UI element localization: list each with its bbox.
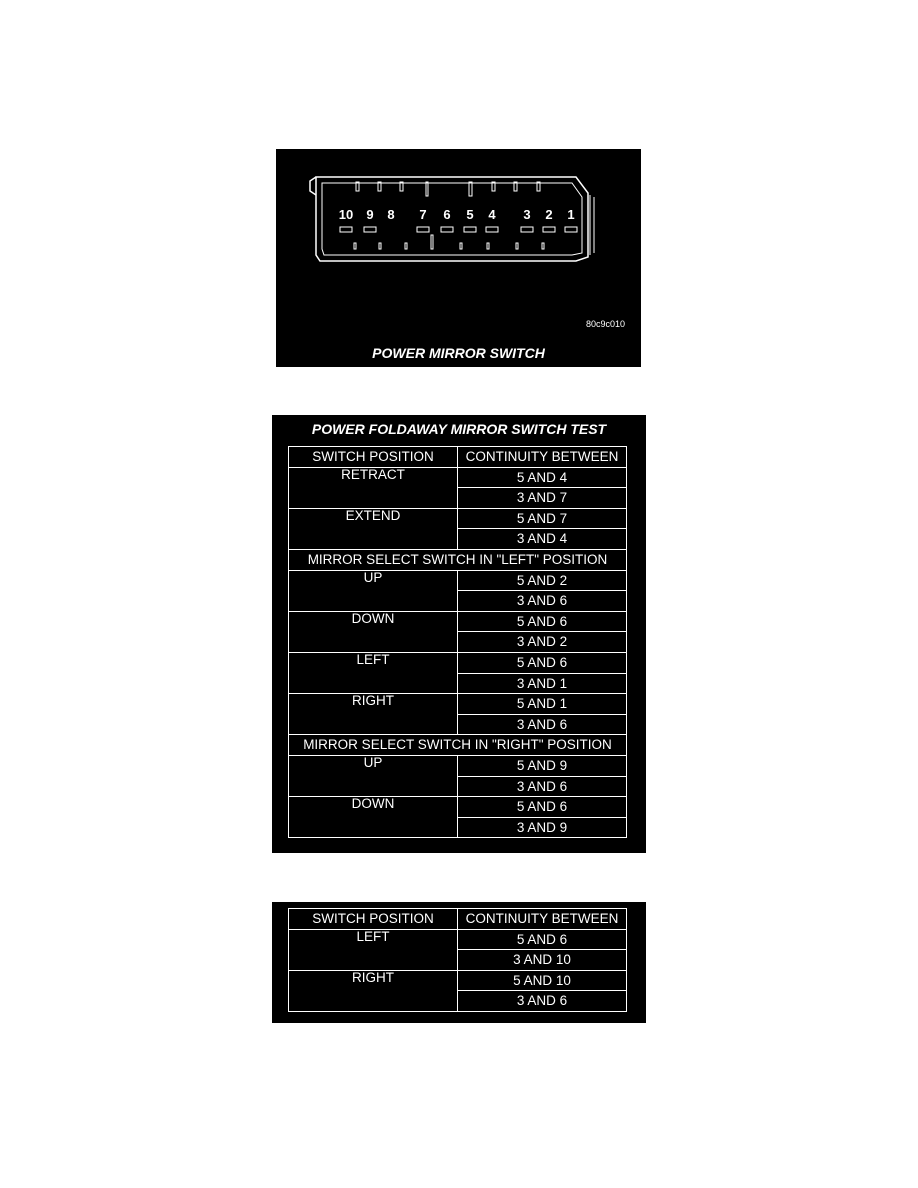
continuity-cell: 3 AND 6 [458, 714, 627, 735]
connector-figure [276, 149, 641, 367]
pin-number-label: 10 [338, 207, 354, 222]
continuity-cell: 3 AND 2 [458, 632, 627, 653]
connector-rib [354, 243, 356, 249]
continuity-cell: 3 AND 1 [458, 673, 627, 694]
continuity-cell: 3 AND 10 [458, 950, 627, 971]
continuity-cell: 5 AND 6 [458, 652, 627, 673]
switch-position-cell: RIGHT [289, 694, 458, 735]
table-row [289, 570, 627, 591]
table-row [289, 508, 627, 529]
continuity-cell: 3 AND 6 [458, 591, 627, 612]
continuity-cell: 5 AND 2 [458, 570, 627, 591]
continuity-cell: 5 AND 6 [458, 929, 627, 950]
header-switch-position: SWITCH POSITION [289, 447, 458, 468]
foldaway-switch-test-panel [272, 415, 646, 853]
pin-slot [486, 227, 498, 232]
switch-position-cell: LEFT [289, 652, 458, 693]
pin-slot [565, 227, 577, 232]
section-row [289, 735, 627, 756]
connector-rib [469, 182, 472, 196]
connector-rib [487, 243, 489, 249]
pin-number-label: 1 [567, 207, 575, 222]
connector-drawing [276, 149, 641, 367]
table-title: POWER FOLDAWAY MIRROR SWITCH TEST [311, 421, 607, 437]
connector-rib [542, 243, 544, 249]
additional-switch-test-table [288, 908, 627, 1012]
continuity-cell: 3 AND 9 [458, 817, 627, 838]
continuity-cell: 3 AND 7 [458, 488, 627, 509]
header-row [289, 447, 627, 468]
continuity-cell: 5 AND 7 [458, 508, 627, 529]
continuity-cell: 5 AND 1 [458, 694, 627, 715]
continuity-cell: 5 AND 10 [458, 970, 627, 991]
pin-number-label: 2 [545, 207, 553, 222]
pin-slot [417, 227, 429, 232]
switch-position-cell: UP [289, 570, 458, 611]
pin-slot [521, 227, 533, 232]
switch-position-cell: DOWN [289, 797, 458, 838]
connector-rib [426, 182, 428, 196]
table-row [289, 611, 627, 632]
switch-position-cell: RETRACT [289, 467, 458, 508]
pin-slot [364, 227, 376, 232]
pin-number-label: 3 [523, 207, 531, 222]
table-row [289, 755, 627, 776]
pin-slot [340, 227, 352, 232]
connector-rib [516, 243, 518, 249]
header-row [289, 909, 627, 930]
section-label: MIRROR SELECT SWITCH IN "RIGHT" POSITION [289, 735, 627, 756]
connector-rib [405, 243, 407, 249]
section-label: MIRROR SELECT SWITCH IN "LEFT" POSITION [289, 549, 627, 570]
continuity-cell: 3 AND 4 [458, 529, 627, 550]
switch-position-cell: LEFT [289, 929, 458, 970]
header-continuity: CONTINUITY BETWEEN [458, 909, 627, 930]
switch-position-cell: DOWN [289, 611, 458, 652]
continuity-cell: 5 AND 4 [458, 467, 627, 488]
switch-test-table [288, 446, 627, 838]
switch-position-cell: EXTEND [289, 508, 458, 549]
pin-slot [441, 227, 453, 232]
continuity-cell: 5 AND 6 [458, 611, 627, 632]
table-row [289, 970, 627, 991]
table-row [289, 652, 627, 673]
continuity-cell: 5 AND 6 [458, 797, 627, 818]
pin-number-label: 5 [466, 207, 474, 222]
header-continuity: CONTINUITY BETWEEN [458, 447, 627, 468]
pin-number-label: 8 [387, 207, 395, 222]
connector-rib [379, 243, 381, 249]
pin-number-label: 6 [443, 207, 451, 222]
pin-slot [543, 227, 555, 232]
figure-caption: POWER MIRROR SWITCH [372, 345, 545, 361]
table-row [289, 467, 627, 488]
continuity-cell: 3 AND 6 [458, 776, 627, 797]
switch-position-cell: RIGHT [289, 970, 458, 1011]
additional-switch-test-panel [272, 902, 646, 1023]
pin-number-label: 9 [366, 207, 374, 222]
pin-slot [464, 227, 476, 232]
table-row [289, 929, 627, 950]
table-row [289, 694, 627, 715]
pin-number-label: 7 [419, 207, 427, 222]
pin-number-label: 4 [488, 207, 496, 222]
connector-rib [431, 235, 433, 249]
figure-code: 80c9c010 [586, 319, 626, 329]
switch-position-cell: UP [289, 755, 458, 796]
continuity-cell: 3 AND 6 [458, 991, 627, 1012]
continuity-cell: 5 AND 9 [458, 755, 627, 776]
table-row [289, 797, 627, 818]
connector-rib [460, 243, 462, 249]
section-row [289, 549, 627, 570]
header-switch-position: SWITCH POSITION [289, 909, 458, 930]
